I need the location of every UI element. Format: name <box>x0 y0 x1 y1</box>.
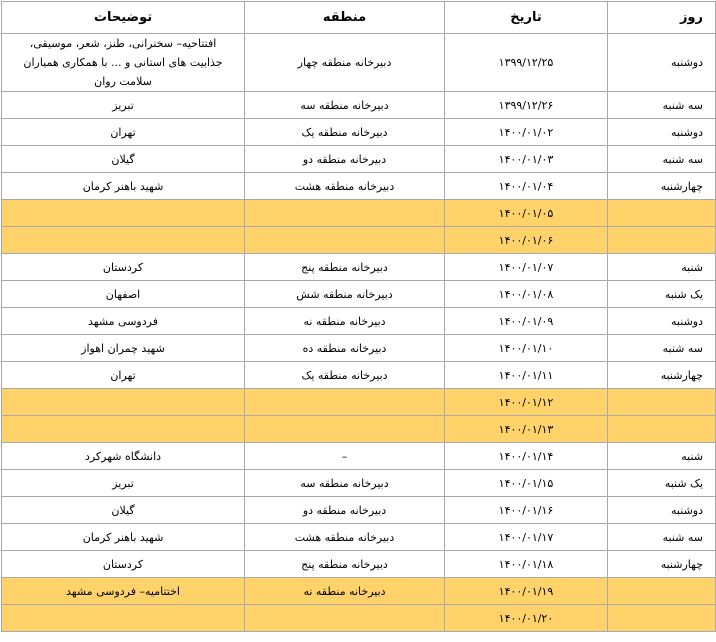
date-cell: ۱۴۰۰/۰۱/۰۶ <box>445 227 608 254</box>
description-cell: تبریز <box>2 470 245 497</box>
day-cell: یک شنبه <box>608 470 716 497</box>
date-cell: ۱۴۰۰/۰۱/۰۸ <box>445 281 608 308</box>
table-row <box>2 34 716 92</box>
table-row <box>2 470 716 497</box>
region-cell: دبیرخانه منطقه یک <box>245 362 445 389</box>
table-row <box>2 173 716 200</box>
table-row <box>2 146 716 173</box>
region-cell: دبیرخانه منطقه دو <box>245 497 445 524</box>
day-cell: دوشنبه <box>608 497 716 524</box>
description-cell: تبریز <box>2 92 245 119</box>
day-cell <box>608 200 716 227</box>
description-cell: شهید باهنر کرمان <box>2 173 245 200</box>
day-cell <box>608 389 716 416</box>
date-cell: ۱۴۰۰/۰۱/۱۵ <box>445 470 608 497</box>
header-date: تاریخ <box>445 2 608 34</box>
table-row <box>2 308 716 335</box>
table-row <box>2 92 716 119</box>
region-cell: دبیرخانه منطقه یک <box>245 119 445 146</box>
region-cell <box>245 605 445 632</box>
day-cell <box>608 416 716 443</box>
day-cell: شنبه <box>608 254 716 281</box>
day-cell: شنبه <box>608 443 716 470</box>
description-cell: گیلان <box>2 497 245 524</box>
table-row <box>2 335 716 362</box>
region-cell: دبیرخانه منطقه هشت <box>245 524 445 551</box>
date-cell: ۱۴۰۰/۰۱/۱۷ <box>445 524 608 551</box>
region-cell <box>245 227 445 254</box>
day-cell: سه شنبه <box>608 524 716 551</box>
table-row <box>2 200 716 227</box>
description-cell: افتتاحیه– سخنرانی، طنز، شعر، موسیقی، جذابیت های استانی و ... با همکاری همیاران سلامت روان <box>2 34 245 92</box>
region-cell: دبیرخانه منطقه پنج <box>245 254 445 281</box>
description-cell: تهران <box>2 119 245 146</box>
description-cell <box>2 227 245 254</box>
region-cell <box>245 389 445 416</box>
header-day: روز <box>608 2 716 34</box>
date-cell: ۱۴۰۰/۰۱/۲۰ <box>445 605 608 632</box>
date-cell: ۱۴۰۰/۰۱/۱۲ <box>445 389 608 416</box>
region-cell <box>245 416 445 443</box>
header-region: منطقه <box>245 2 445 34</box>
description-cell <box>2 389 245 416</box>
region-cell: دبیرخانه منطقه سه <box>245 92 445 119</box>
region-cell: دبیرخانه منطقه سه <box>245 470 445 497</box>
header-row <box>2 2 716 34</box>
description-cell: گیلان <box>2 146 245 173</box>
date-cell: ۱۴۰۰/۰۱/۱۹ <box>445 578 608 605</box>
date-cell: ۱۳۹۹/۱۲/۲۶ <box>445 92 608 119</box>
region-cell: دبیرخانه منطقه نه <box>245 308 445 335</box>
table-row <box>2 119 716 146</box>
table-row <box>2 443 716 470</box>
day-cell: دوشنبه <box>608 308 716 335</box>
day-cell: دوشنبه <box>608 34 716 92</box>
description-cell: شهید باهنر کرمان <box>2 524 245 551</box>
description-cell: اختتامیه– فردوسی مشهد <box>2 578 245 605</box>
table-row <box>2 362 716 389</box>
date-cell: ۱۴۰۰/۰۱/۱۰ <box>445 335 608 362</box>
day-cell: سه شنبه <box>608 92 716 119</box>
table-row <box>2 497 716 524</box>
description-cell: فردوسی مشهد <box>2 308 245 335</box>
table-row <box>2 416 716 443</box>
date-cell: ۱۴۰۰/۰۱/۰۲ <box>445 119 608 146</box>
date-cell: ۱۴۰۰/۰۱/۰۵ <box>445 200 608 227</box>
header-description: توضیحات <box>2 2 245 34</box>
date-cell: ۱۴۰۰/۰۱/۱۴ <box>445 443 608 470</box>
region-cell: دبیرخانه منطقه پنج <box>245 551 445 578</box>
day-cell <box>608 227 716 254</box>
description-cell: تهران <box>2 362 245 389</box>
table-row <box>2 389 716 416</box>
day-cell <box>608 605 716 632</box>
date-cell: ۱۴۰۰/۰۱/۱۳ <box>445 416 608 443</box>
region-cell: دبیرخانه منطقه ده <box>245 335 445 362</box>
table-row <box>2 254 716 281</box>
description-cell: کردستان <box>2 551 245 578</box>
table-row <box>2 281 716 308</box>
date-cell: ۱۴۰۰/۰۱/۰۴ <box>445 173 608 200</box>
table-row <box>2 578 716 605</box>
day-cell <box>608 578 716 605</box>
region-cell: دبیرخانه منطقه شش <box>245 281 445 308</box>
day-cell: چهارشنبه <box>608 362 716 389</box>
day-cell: چهارشنبه <box>608 173 716 200</box>
description-cell: کردستان <box>2 254 245 281</box>
region-cell: دبیرخانه منطقه دو <box>245 146 445 173</box>
region-cell: دبیرخانه منطقه نه <box>245 578 445 605</box>
region-cell: دبیرخانه منطقه هشت <box>245 173 445 200</box>
table-row <box>2 551 716 578</box>
day-cell: دوشنبه <box>608 119 716 146</box>
schedule-table <box>1 1 716 632</box>
date-cell: ۱۴۰۰/۰۱/۱۸ <box>445 551 608 578</box>
table-row <box>2 227 716 254</box>
description-cell <box>2 416 245 443</box>
day-cell: چهارشنبه <box>608 551 716 578</box>
description-cell <box>2 200 245 227</box>
date-cell: ۱۳۹۹/۱۲/۲۵ <box>445 34 608 92</box>
description-cell: شهید چمران اهواز <box>2 335 245 362</box>
table-row <box>2 605 716 632</box>
description-cell: دانشگاه شهرکرد <box>2 443 245 470</box>
day-cell: سه شنبه <box>608 146 716 173</box>
region-cell: دبیرخانه منطقه چهار <box>245 34 445 92</box>
region-cell: – <box>245 443 445 470</box>
day-cell: سه شنبه <box>608 335 716 362</box>
date-cell: ۱۴۰۰/۰۱/۰۹ <box>445 308 608 335</box>
date-cell: ۱۴۰۰/۰۱/۰۳ <box>445 146 608 173</box>
date-cell: ۱۴۰۰/۰۱/۱۱ <box>445 362 608 389</box>
description-cell <box>2 605 245 632</box>
region-cell <box>245 200 445 227</box>
description-cell: اصفهان <box>2 281 245 308</box>
table-row <box>2 524 716 551</box>
date-cell: ۱۴۰۰/۰۱/۰۷ <box>445 254 608 281</box>
day-cell: یک شنبه <box>608 281 716 308</box>
date-cell: ۱۴۰۰/۰۱/۱۶ <box>445 497 608 524</box>
